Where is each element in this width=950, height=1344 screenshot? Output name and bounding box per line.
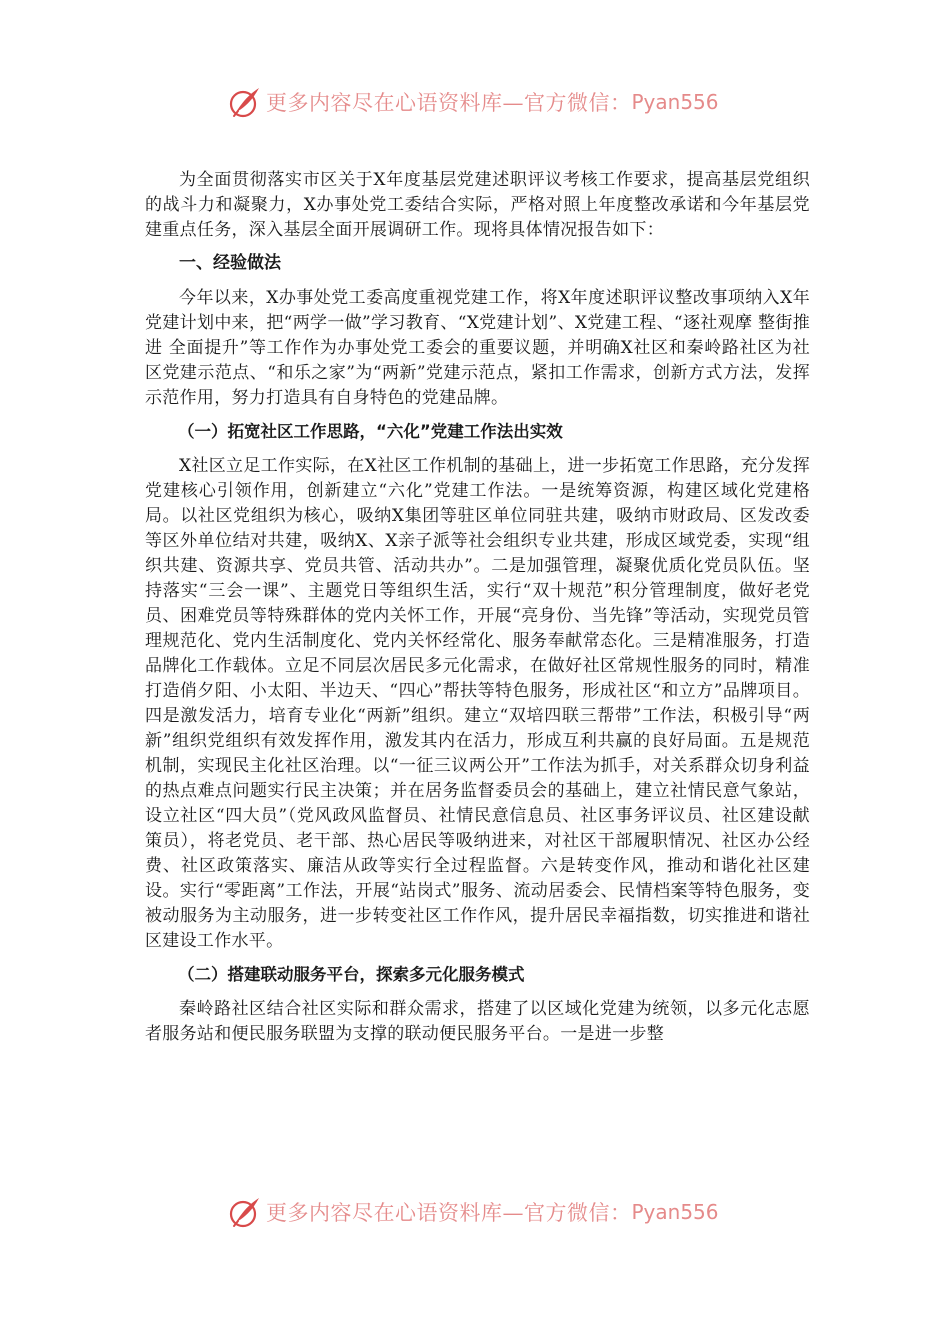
subsection-paragraph-1: X社区立足工作实际，在X社区工作机制的基础上，进一步拓宽工作思路，充分发挥党建核心引领作用，创新建立“六化”党建工作法。一是统筹资源，构建区域化党建格局。以社区党组织为核心，吸纳X集团等驻区单位同驻共建，吸纳市财政局、区发改委等区外单位结对共建，吸纳X、X亲子派等社会组织专业共建，形成区域党委，实现“组织共建、资源共享、党员共管、活动共办”。二是加强管理，凝聚优质化党员队伍。坚持落实“三会一课”、主题党日等组织生活，实行“双十规范”积分管理制度，做好老党员、困难党员等特殊群体的党内关怀工作，开展“亮身份、当先锋”等活动，实现党员管理规范化、党内生活制度化、党内关怀经常化、服务奉献常态化。三是精准服务，打造品牌化工作载体。立足不同层次居民多元化需求，在做好社区常规性服务的同时，精准打造俏夕阳、小太阳、半边天、“四心”帮扶等特色服务，形成社区“和立方”品牌项目。四是激发活力，培育专业化“两新”组织。建立“双培四联三帮带”工作法，积极引导“两新”组织党组织有效发挥作用，激发其内在活力，形成互利共赢的良好局面。五是规范机制，实现民主化社区治理。以“一征三议两公开”工作法为抓手，对关系群众切身利益的热点难点问题实行民主决策；并在居务监督委员会的基础上，建立社情民意气象站，设立社区“四大员”（党风政风监督员、社情民意信息员、社区事务评议员、社区建设献策员），将老党员、老干部、热心居民等吸纳进来，对社区干部履职情况、社区办公经费、社区政策落实、廉洁从政等实行全过程监督。六是转变作风，推动和谐化社区建设。实行“零距离”工作法，开展“站岗式”服务、流动居委会、民情档案等特色服务，变被动服务为主动服务，进一步转变社区工作作风，提升居民幸福指数，切实推进和谐社区建设工作水平。 xyxy=(145,456,810,951)
section-paragraph-experience: 今年以来，X办事处党工委高度重视党建工作，将X年度述职评议整改事项纳入X年党建计划中来，把“两学一做”学习教育、“X党建计划”、X党建工程、“逐社观摩 整街推进 全面提升”等工作作为办事处党工委会的重要议题，并明确X社区和秦岭路社区为社区党建示范点、“和乐之家”为“两新”党建示范点，紧扣工作需求，创新方式方法，发挥示范作用，努力打造具有自身特色的党建品牌。 xyxy=(145,288,810,408)
feather-quill-logo-icon xyxy=(228,1195,262,1229)
footer-watermark-banner xyxy=(228,1192,728,1232)
header-watermark-banner xyxy=(228,82,728,122)
subsection-heading-1: （一）拓宽社区工作思路，“六化”党建工作法出实效 xyxy=(178,422,563,441)
subsection-paragraph-2: 秦岭路社区结合社区实际和群众需求，搭建了以区域化党建为统领，以多元化志愿者服务站和便民服务联盟为支撑的联动便民服务平台。一是进一步整 xyxy=(145,999,810,1044)
feather-quill-logo-icon xyxy=(228,85,262,119)
section-heading-experience: 一、经验做法 xyxy=(179,253,281,273)
document-body xyxy=(145,168,810,1055)
banner-wechat-id: Pyan556 xyxy=(631,90,719,114)
banner-brand-text: 更多内容尽在心语资料库—官方微信： xyxy=(266,1201,632,1225)
banner-brand-text: 更多内容尽在心语资料库—官方微信： xyxy=(266,91,632,115)
subsection-heading-2: （二）搭建联动服务平台，探索多元化服务模式 xyxy=(178,965,525,984)
intro-paragraph: 为全面贯彻落实市区关于X年度基层党建述职评议考核工作要求，提高基层党组织的战斗力和凝聚力，X办事处党工委结合实际，严格对照上年度整改承诺和今年基层党建重点任务，深入基层全面开展调研工作。现将具体情况报告如下： xyxy=(145,170,810,240)
banner-wechat-id: Pyan556 xyxy=(631,1200,719,1224)
